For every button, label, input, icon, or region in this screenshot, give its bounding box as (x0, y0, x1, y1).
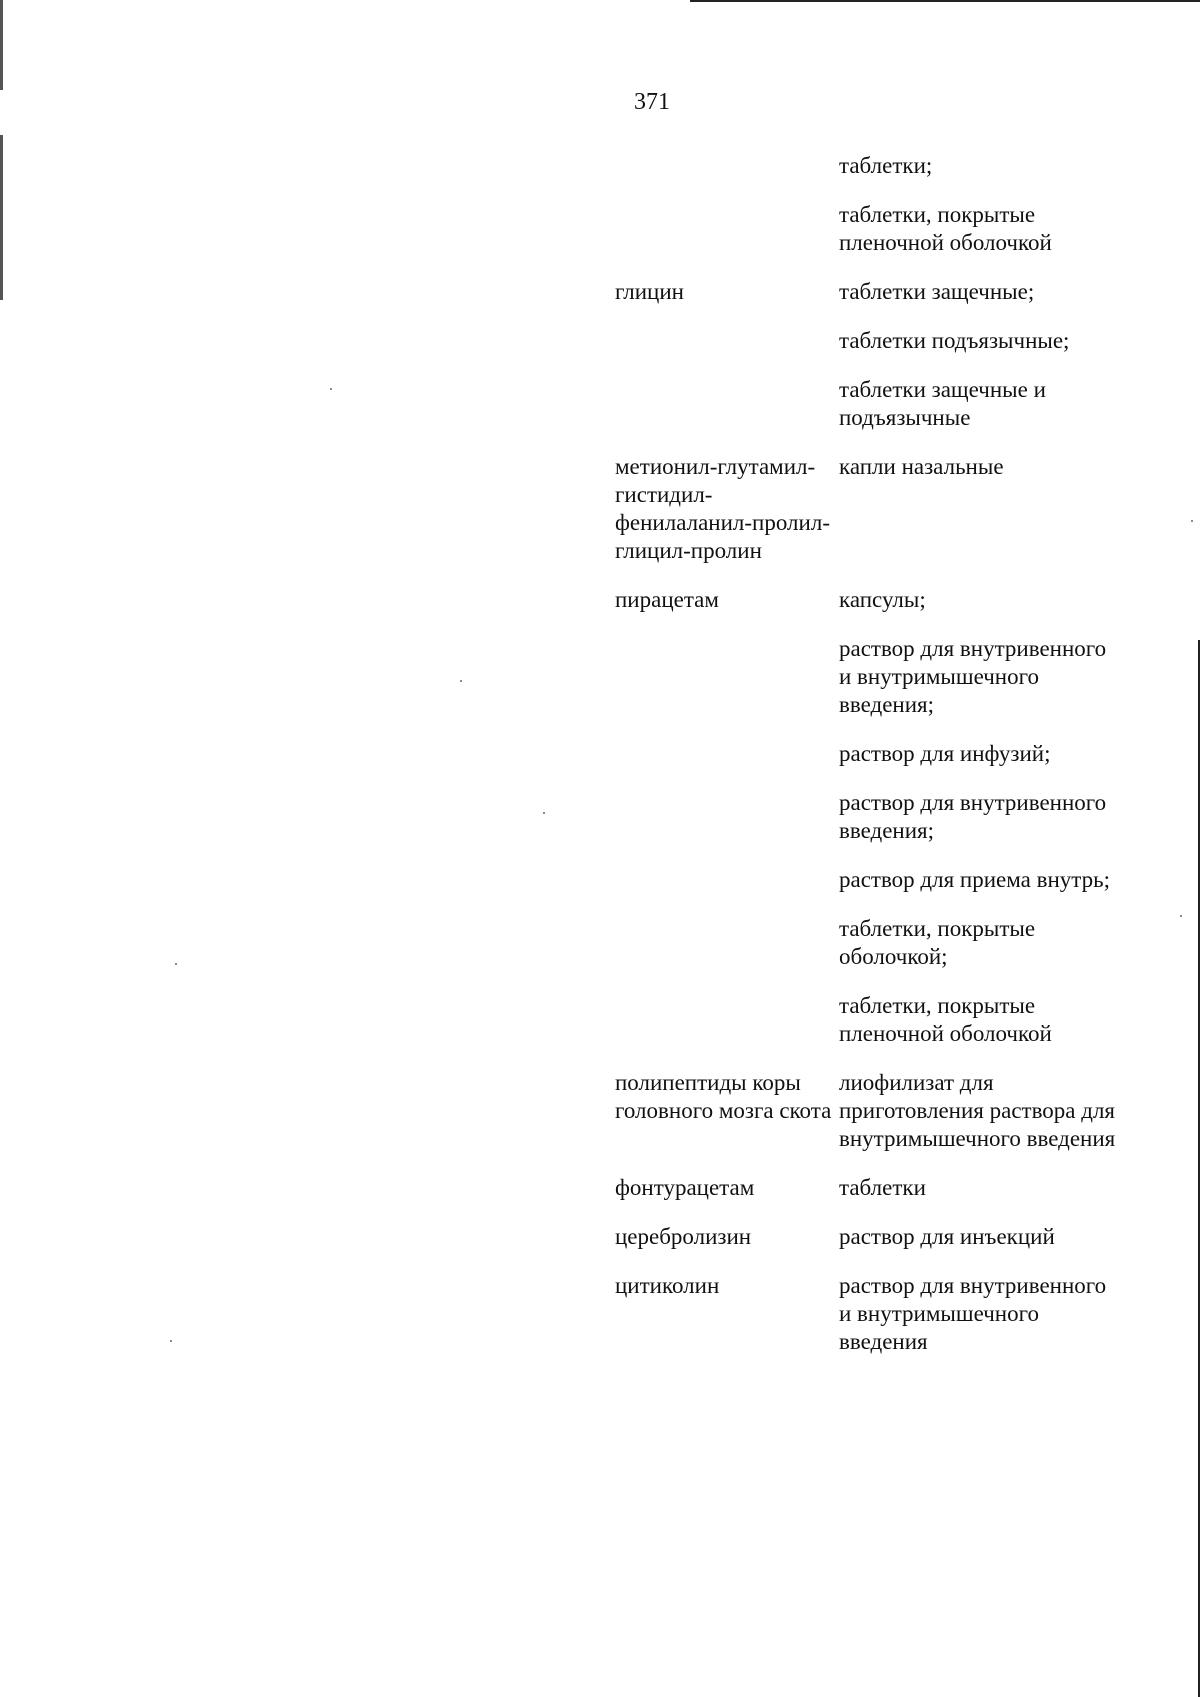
table-row (613, 789, 1123, 845)
dosage-form: капсулы; (839, 587, 926, 612)
table-row (613, 152, 1123, 180)
dosage-form: таблетки (839, 1175, 926, 1200)
substance-name (613, 992, 839, 1048)
dosage-form: раствор для внутривенного и внутримышечного введения (839, 1273, 1107, 1354)
table-row (613, 1223, 1123, 1251)
scan-speck (170, 1340, 172, 1342)
table-row (613, 866, 1123, 894)
dosage-form: таблетки, покрытые пленочной оболочкой (839, 993, 1052, 1046)
substance-name: цитиколин (615, 1273, 720, 1298)
scan-left-edge (0, 0, 3, 300)
dosage-form: таблетки, покрытые пленочной оболочкой (839, 202, 1052, 255)
table-row (613, 278, 1123, 306)
table-row (613, 915, 1123, 971)
dosage-form: таблетки защечные; (839, 279, 1035, 304)
table-row (613, 992, 1123, 1048)
scan-speck (1180, 915, 1182, 917)
dosage-form: раствор для внутривенного и внутримышечного введения; (839, 636, 1107, 717)
scan-speck (1191, 520, 1193, 522)
substance-name: пирацетам (615, 587, 719, 612)
substance-name: метионил-глутамил-гистидил-фенилаланил-пролил-глицил-пролин (615, 454, 830, 563)
substance-name: церебролизин (615, 1224, 752, 1249)
scan-speck (175, 963, 177, 965)
substance-name (613, 789, 839, 845)
table-row (613, 1272, 1123, 1356)
scan-speck (460, 680, 462, 682)
table-row (613, 740, 1123, 768)
substance-name (613, 327, 839, 355)
substance-name (613, 376, 839, 432)
substance-name (613, 866, 839, 894)
substance-name: глицин (615, 279, 684, 304)
dosage-form: раствор для инфузий; (839, 741, 1051, 766)
dosage-form: капли назальные (839, 454, 1004, 479)
substance-name (613, 915, 839, 971)
dosage-form: таблетки подъязычные; (839, 328, 1070, 353)
substance-name: полипептиды коры головного мозга скота (615, 1070, 832, 1123)
table-row (613, 586, 1123, 614)
dosage-form: лиофилизат для приготовления раствора для внутримышечного введения (839, 1070, 1116, 1151)
table-row (613, 327, 1123, 355)
scan-speck (330, 388, 332, 390)
dosage-form: таблетки, покрытые оболочкой; (839, 916, 1036, 969)
page-number: 371 (634, 89, 670, 115)
substance-name (613, 740, 839, 768)
dosage-form: раствор для приема внутрь; (839, 867, 1110, 892)
substance-name: фонтурацетам (615, 1175, 755, 1200)
table-row (613, 453, 1123, 565)
dosage-form: таблетки; (839, 153, 933, 178)
table-row (613, 201, 1123, 257)
drug-table (613, 152, 1123, 1377)
table-row (613, 1174, 1123, 1202)
dosage-form: таблетки защечные и подъязычные (839, 377, 1046, 430)
dosage-form: раствор для инъекций (839, 1224, 1055, 1249)
scan-speck (543, 812, 545, 814)
substance-name (613, 635, 839, 719)
substance-name (613, 201, 839, 257)
substance-name (613, 152, 839, 180)
table-row (613, 1069, 1123, 1153)
table-row (613, 376, 1123, 432)
scan-top-edge (690, 0, 1200, 2)
dosage-form: раствор для внутривенного введения; (839, 790, 1107, 843)
table-row (613, 635, 1123, 719)
